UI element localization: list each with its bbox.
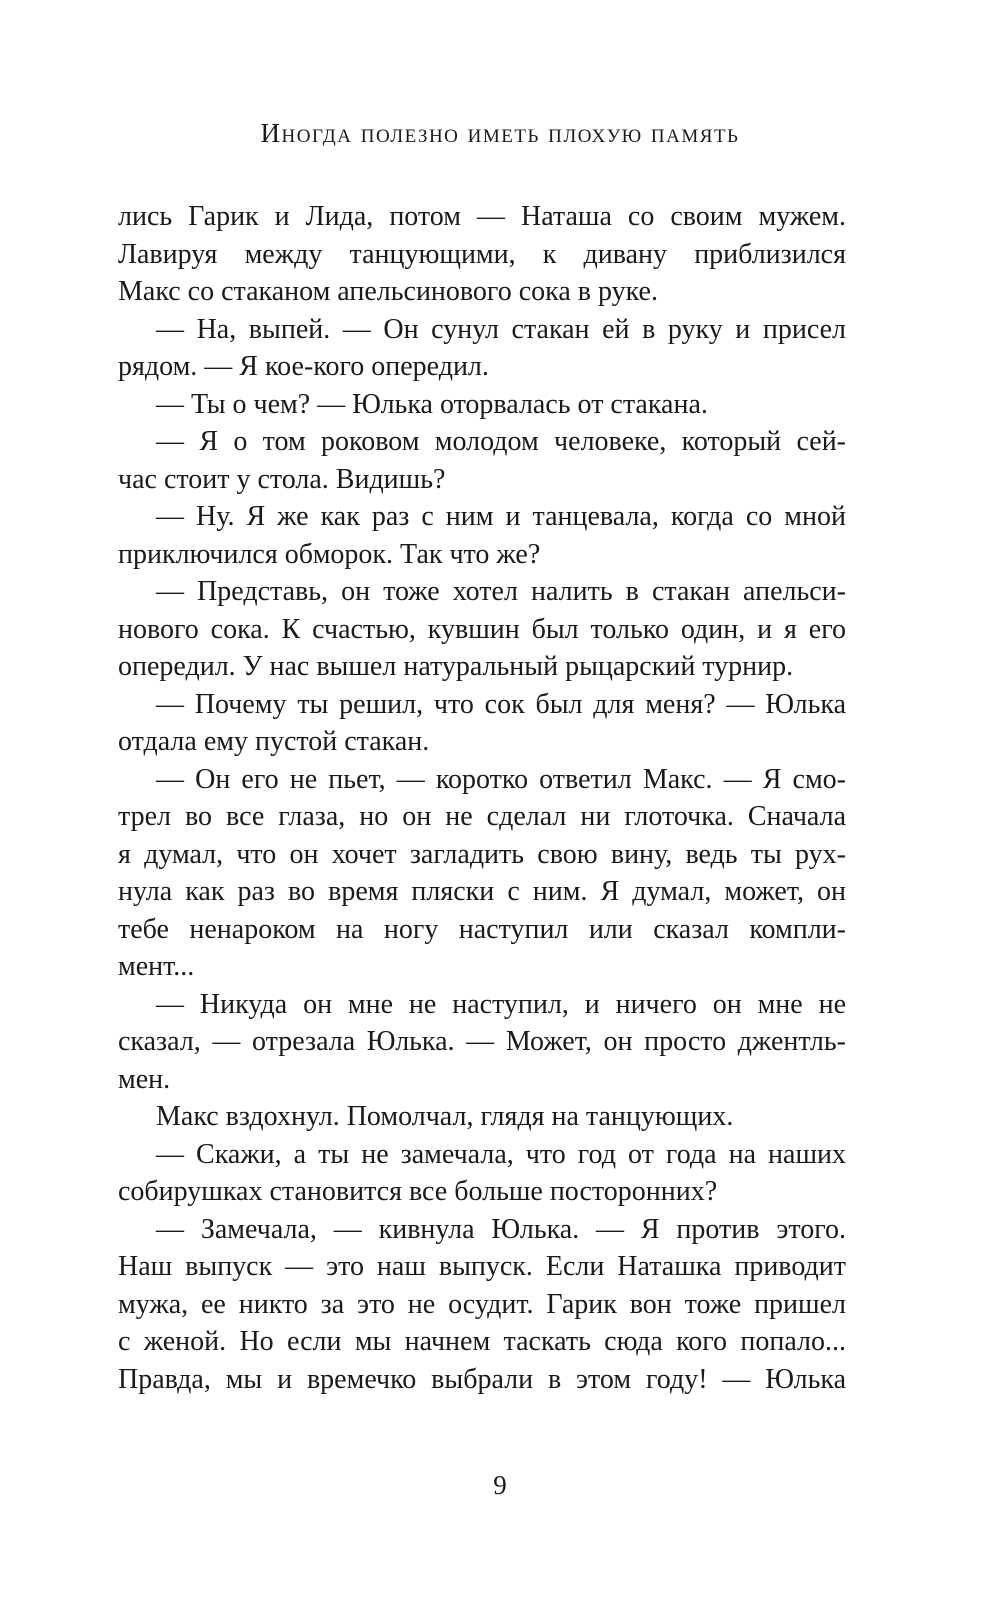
text-line: час стоит у стола. Видишь?: [118, 463, 446, 495]
text-line: нула как раз во время пляски с ним. Я думал, может, он: [118, 876, 846, 907]
page-number: 9: [493, 1470, 507, 1500]
text-line: лись Гарик и Лида, потом — Наташа со своим мужем.: [118, 201, 846, 232]
text-line: мужа, ее никто за это не осудит. Гарик вон тоже пришел: [118, 1288, 846, 1320]
text-line: я думал, что он хочет загладить свою вину, ведь ты рух-: [118, 838, 846, 870]
text-line: — Почему ты решил, что сок был для меня? — Юлька: [156, 688, 846, 720]
text-line: — Представь, он тоже хотел налить в стакан апельси-: [156, 576, 846, 607]
running-head: Иногда полезно иметь плохую память: [260, 118, 740, 148]
text-line: трел во все глаза, но он не сделал ни глоточка. Сначала: [118, 801, 846, 832]
text-line: нового сока. К счастью, кувшин был только один, и я его: [118, 613, 846, 645]
text-line: Макс вздохнул. Помолчал, глядя на танцующих.: [156, 1101, 734, 1132]
text-line: — На, выпей. — Он сунул стакан ей в руку и присел: [156, 313, 846, 345]
text-line: собирушках становится все больше посторонних?: [118, 1176, 718, 1207]
text-line: с женой. Но если мы начнем таскать сюда кого попало...: [118, 1326, 846, 1357]
text-line: отдала ему пустой стакан.: [118, 726, 430, 757]
text-line: Наш выпуск — это наш выпуск. Если Наташка приводит: [118, 1251, 846, 1282]
text-line: — Скажи, а ты не замечала, что год от года на наших: [156, 1138, 846, 1170]
text-line: рядом. — Я кое-кого опередил.: [118, 351, 489, 382]
text-line: Лавируя между танцующими, к дивану приблизился: [118, 238, 846, 270]
text-line: — Никуда он мне не наступил, и ничего он мне не: [156, 988, 846, 1020]
text-line: сказал, — отрезала Юлька. — Может, он просто джентль-: [118, 1026, 846, 1057]
text-line: приключился обморок. Так что же?: [118, 538, 541, 570]
text-line: — Ты о чем? — Юлька оторвалась от стакана.: [156, 388, 708, 420]
text-line: — Он его не пьет, — коротко ответил Макс. — Я смо-: [156, 763, 846, 795]
text-line: — Я о том роковом молодом человеке, который сей-: [156, 426, 846, 457]
text-line: тебе ненароком на ногу наступил или сказал компли-: [118, 913, 846, 945]
text-line: опередил. У нас вышел натуральный рыцарский турнир.: [118, 651, 794, 682]
text-line: — Ну. Я же как раз с ним и танцевала, когда со мной: [156, 501, 846, 532]
text-line: Макс со стаканом апельсинового сока в руке.: [118, 276, 658, 307]
text-line: — Замечала, — кивнула Юлька. — Я против этого.: [156, 1213, 846, 1245]
text-line: Правда, мы и времечко выбрали в этом году! — Юлька: [118, 1363, 846, 1395]
body-text: [118, 198, 846, 1398]
text-line: мен.: [118, 1063, 171, 1095]
text-line: мент...: [118, 951, 195, 982]
